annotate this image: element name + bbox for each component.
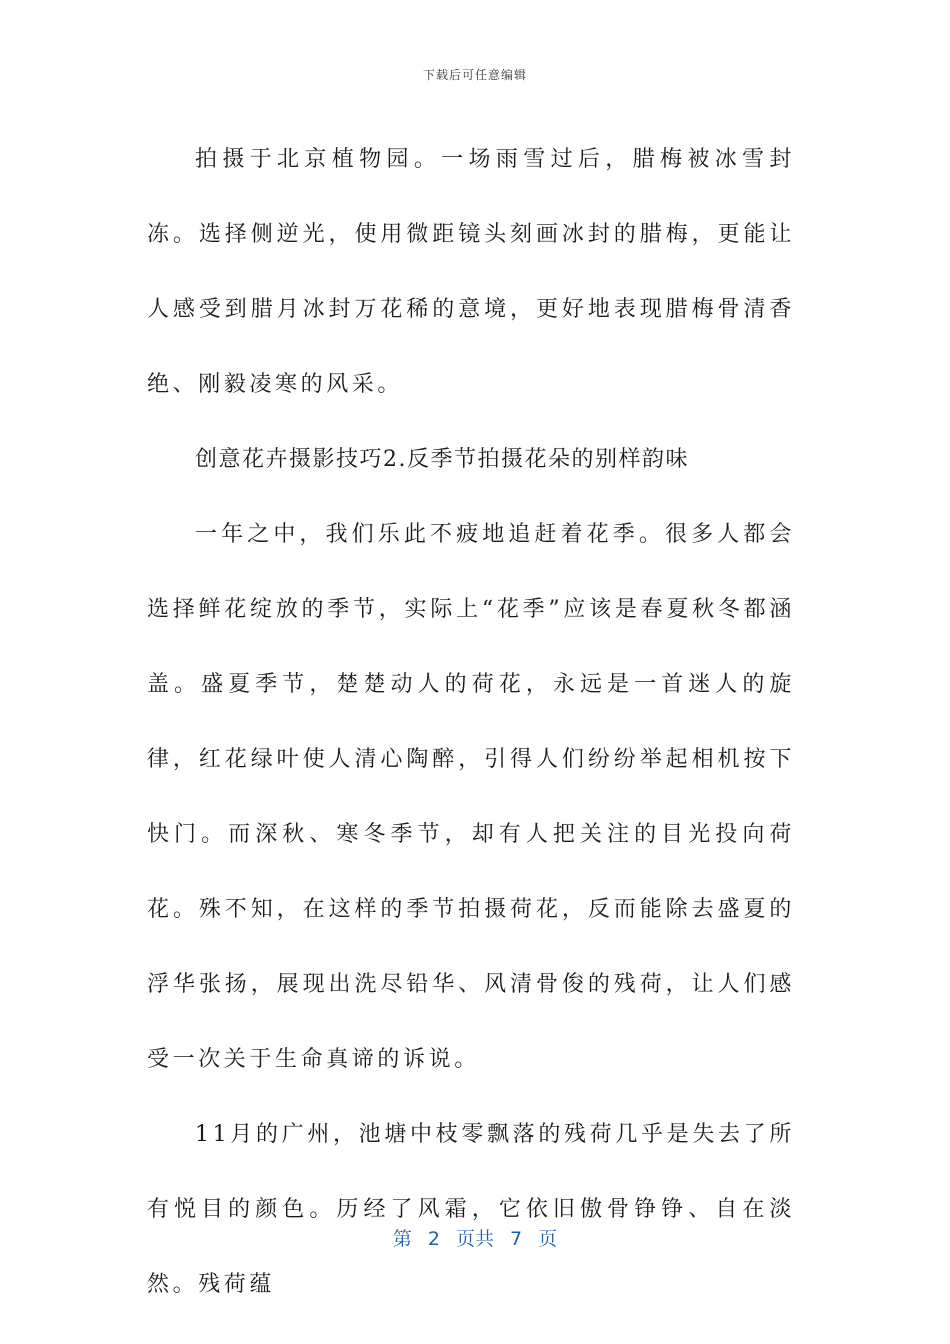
- footer-current-page: 2: [427, 1228, 440, 1250]
- footer-middle: 页共: [455, 1228, 494, 1250]
- document-body: [147, 122, 795, 1322]
- paragraph-wintersweet: 拍摄于北京植物园。一场雨雪过后，腊梅被冰雪封冻。选择侧逆光，使用微距镜头刻画冰封的腊梅，更能让人感受到腊月冰封万花稀的意境，更好地表现腊梅骨清香绝、刚毅凌寒的风采。: [147, 147, 795, 397]
- footer-suffix: 页: [538, 1228, 558, 1250]
- footer-total-pages: 7: [510, 1228, 523, 1250]
- page-number-footer: [0, 1224, 950, 1251]
- paragraph-lotus-seasons: 一年之中，我们乐此不疲地追赶着花季。很多人都会选择鲜花绽放的季节，实际上“花季”应该是春夏秋冬都涵盖。盛夏季节，楚楚动人的荷花，永远是一首迷人的旋律，红花绿叶使人清心陶醉，引得人们纷纷举起相机按下快门。而深秋、寒冬季节，却有人把关注的目光投向荷花。殊不知，在这样的季节拍摄荷花，反而能除去盛夏的浮华张扬，展现出洗尽铅华、风清骨俊的残荷，让人们感受一次关于生命真谛的诉说。: [147, 522, 795, 1072]
- section-heading: 创意花卉摄影技巧2.反季节拍摄花朵的别样韵味: [195, 447, 689, 472]
- paragraph-guangzhou-lotus: 11月的广州，池塘中枝零飘落的残荷几乎是失去了所有悦目的颜色。历经了风霜，它依旧傲骨铮铮、自在淡然。残荷蕴: [147, 1122, 795, 1297]
- page-header-note: 下载后可任意编辑: [422, 68, 527, 82]
- footer-prefix: 第: [392, 1228, 412, 1250]
